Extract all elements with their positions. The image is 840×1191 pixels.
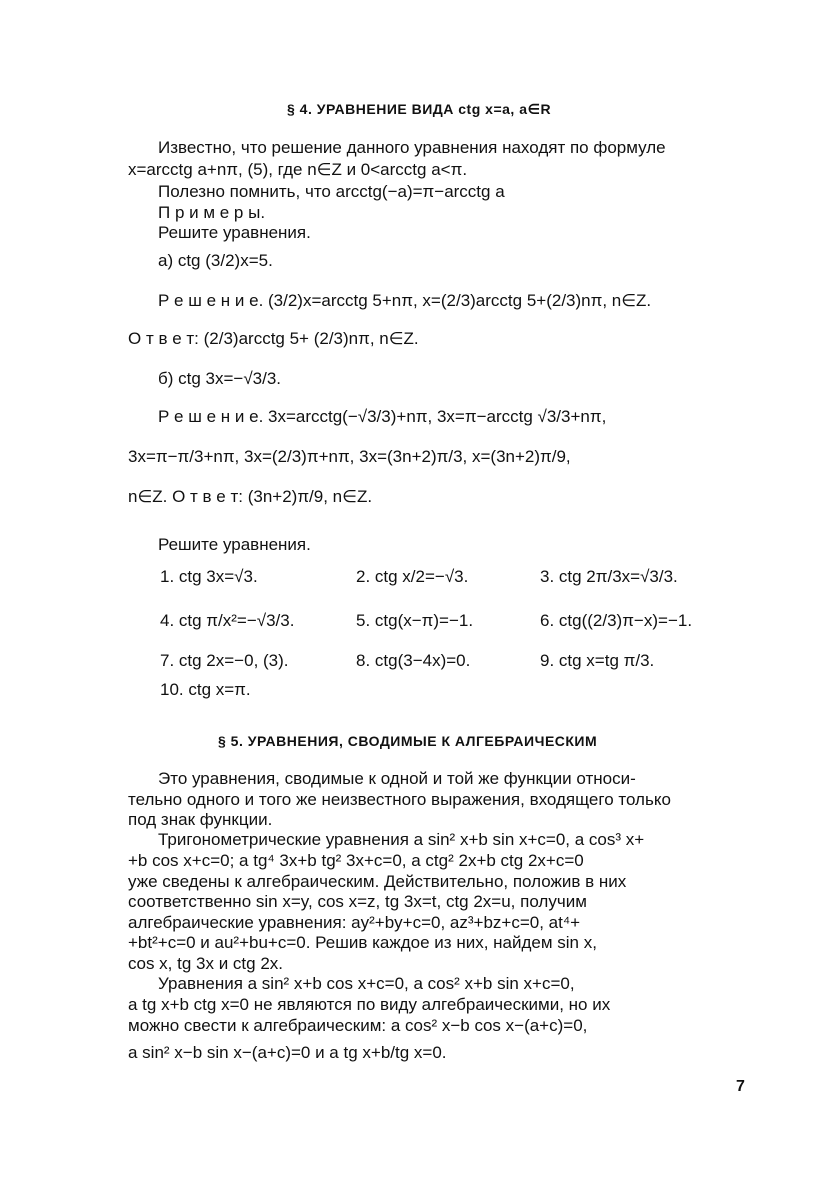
text-line: алгебраические уравнения: ay²+by+c=0, az³+bz+c=0, at⁴+ <box>128 913 581 932</box>
example-a: а) ctg (3/2)x=5. <box>158 251 273 270</box>
answer-a: О т в е т: (2/3)arcctg 5+ (2/3)nπ, n∈Z. <box>128 329 419 348</box>
exercise-7: 7. ctg 2x=−0, (3). <box>160 651 289 670</box>
text-line: x=arcctg a+nπ, (5), где n∈Z и 0<arcctg a<π. <box>128 160 468 179</box>
solution-a: Р е ш е н и е. (3/2)x=arcctg 5+nπ, x=(2/3)arcctg 5+(2/3)nπ, n∈Z. <box>158 291 652 310</box>
text-line: a sin² x−b sin x−(a+c)=0 и a tg x+b/tg x=0. <box>128 1043 447 1062</box>
text-line: Решите уравнения. <box>158 223 311 242</box>
exercise-10: 10. ctg x=π. <box>160 680 251 699</box>
page-number: 7 <box>736 1078 745 1095</box>
exercise-9: 9. ctg x=tg π/3. <box>540 651 655 670</box>
text-line: cos x, tg 3x и ctg 2x. <box>128 954 284 973</box>
section5-heading: § 5. УРАВНЕНИЯ, СВОДИМЫЕ К АЛГЕБРАИЧЕСКИМ <box>218 733 598 749</box>
exercise-1: 1. ctg 3x=√3. <box>160 567 258 586</box>
text-line: можно свести к алгебраическим: a cos² x−b cos x−(a+c)=0, <box>128 1016 588 1035</box>
text-line: Полезно помнить, что arcctg(−a)=π−arcctg a <box>158 182 505 201</box>
text-line: a tg x+b ctg x=0 не являются по виду алгебраическими, но их <box>128 995 611 1014</box>
text-line: тельно одного и того же неизвестного выражения, входящего только <box>128 790 671 809</box>
text-line: +b cos x+c=0; a tg⁴ 3x+b tg² 3x+c=0, a ctg² 2x+b ctg 2x+c=0 <box>128 851 584 870</box>
exercise-4: 4. ctg π/x²=−√3/3. <box>160 611 295 630</box>
exercise-3: 3. ctg 2π/3x=√3/3. <box>540 567 678 586</box>
text-line: +bt²+c=0 и au²+bu+c=0. Решив каждое из них, найдем sin x, <box>128 933 597 952</box>
text-line: под знак функции. <box>128 810 273 829</box>
section4-heading: § 4. УРАВНЕНИЕ ВИДА ctg x=a, a∈R <box>287 101 552 117</box>
text-line: Уравнения a sin² x+b cos x+c=0, a cos² x+b sin x+c=0, <box>158 974 575 993</box>
text-line: Это уравнения, сводимые к одной и той же функции относи- <box>158 769 636 788</box>
answer-b: n∈Z. О т в е т: (3n+2)π/9, n∈Z. <box>128 487 373 506</box>
exercise-2: 2. ctg x/2=−√3. <box>356 567 469 586</box>
examples-label: П р и м е р ы. <box>158 203 266 222</box>
solution-b-cont: 3x=π−π/3+nπ, 3x=(2/3)π+nπ, 3x=(3n+2)π/3, x=(3n+2)π/9, <box>128 447 571 466</box>
solution-b: Р е ш е н и е. 3x=arcctg(−√3/3)+nπ, 3x=π−arcctg √3/3+nπ, <box>158 407 607 426</box>
text-line: соответственно sin x=y, cos x=z, tg 3x=t, ctg 2x=u, получим <box>128 892 587 911</box>
text-line: уже сведены к алгебраическим. Действительно, положив в них <box>128 872 627 891</box>
text-line: Тригонометрические уравнения a sin² x+b sin x+c=0, a cos³ x+ <box>158 830 645 849</box>
exercises-title: Решите уравнения. <box>158 535 311 554</box>
text-line: Известно, что решение данного уравнения находят по формуле <box>158 138 666 157</box>
example-b: б) ctg 3x=−√3/3. <box>158 369 282 388</box>
exercise-5: 5. ctg(x−π)=−1. <box>356 611 474 630</box>
exercise-8: 8. ctg(3−4x)=0. <box>356 651 471 670</box>
exercise-6: 6. ctg((2/3)π−x)=−1. <box>540 611 693 630</box>
